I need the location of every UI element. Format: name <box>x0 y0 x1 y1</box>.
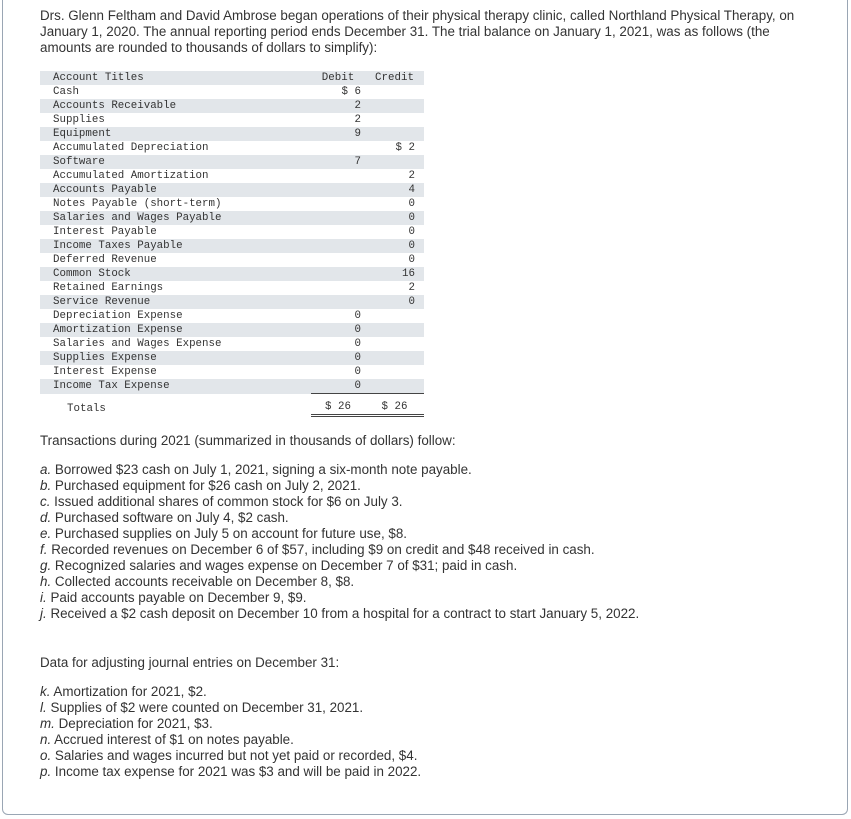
debit-value <box>311 183 365 197</box>
debit-value <box>311 295 365 309</box>
credit-value: 2 <box>408 282 415 294</box>
debit-value: 0 <box>311 379 365 394</box>
debit-value: 0 <box>354 366 361 378</box>
debit-value: 0 <box>311 351 365 365</box>
account-name: Salaries and Wages Expense <box>53 338 222 350</box>
credit-value <box>365 365 424 379</box>
credit-value <box>365 85 424 99</box>
item-letter: p. <box>40 764 52 779</box>
account-name: Notes Payable (short-term) <box>53 198 222 210</box>
list-item <box>40 748 421 764</box>
debit-value <box>311 253 365 267</box>
header-credit: Credit <box>365 71 424 85</box>
totals-label: Totals <box>67 402 106 415</box>
header-debit: Debit <box>311 71 365 85</box>
list-item <box>40 606 639 622</box>
account-name: Amortization Expense <box>40 323 311 337</box>
debit-value: 2 <box>311 99 365 113</box>
item-letter: k. <box>40 684 51 699</box>
credit-value <box>365 127 424 141</box>
account-name: Service Revenue <box>40 295 311 309</box>
list-item <box>40 764 421 780</box>
credit-value <box>365 351 424 365</box>
table-row <box>40 337 424 351</box>
list-item <box>40 732 421 748</box>
debit-value: 0 <box>311 323 365 337</box>
table-row <box>40 99 424 113</box>
table-row <box>40 183 424 197</box>
debit-value <box>311 141 365 155</box>
debit-value <box>311 169 365 183</box>
table-row <box>40 169 424 183</box>
list-item <box>40 700 421 716</box>
account-name: Salaries and Wages Payable <box>40 211 311 225</box>
debit-value <box>311 225 365 239</box>
item-text: Recognized salaries and wages expense on December 7 of $31; paid in cash. <box>54 558 518 573</box>
account-name: Deferred Revenue <box>53 254 157 266</box>
debit-value <box>311 267 365 281</box>
totals-debit: $ 26 <box>311 394 365 416</box>
trial-balance-body <box>40 85 424 394</box>
item-text: Accrued interest of $1 on notes payable. <box>54 732 294 747</box>
debit-value: 2 <box>354 114 361 126</box>
account-name: Interest Expense <box>53 366 157 378</box>
account-name: Depreciation Expense <box>53 310 183 322</box>
transactions-list <box>40 462 639 622</box>
item-letter: d. <box>40 510 52 525</box>
table-row <box>40 323 424 337</box>
account-name: Supplies <box>53 114 105 126</box>
debit-value <box>311 281 365 295</box>
item-text: Salaries and wages incurred but not yet paid or recorded, $4. <box>54 748 418 763</box>
credit-value: 0 <box>408 254 415 266</box>
item-text: Supplies of $2 were counted on December 31, 2021. <box>50 700 364 715</box>
item-letter: c. <box>40 494 51 509</box>
account-name: Cash <box>53 86 79 98</box>
item-letter: m. <box>40 716 55 731</box>
table-row <box>40 365 424 379</box>
list-item <box>40 684 421 700</box>
account-name: Retained Earnings <box>53 282 164 294</box>
item-text: Paid accounts payable on December 9, $9. <box>50 590 307 605</box>
item-text: Issued additional shares of common stock for $6 on July 3. <box>54 494 403 509</box>
account-name: Income Tax Expense <box>40 379 311 394</box>
debit-value: 7 <box>311 155 365 169</box>
item-letter: o. <box>40 748 52 763</box>
list-item <box>40 462 639 478</box>
item-letter: g. <box>40 558 52 573</box>
item-letter: i. <box>40 590 47 605</box>
item-text: Collected accounts receivable on December 8, $8. <box>54 574 355 589</box>
totals-credit: $ 26 <box>365 394 424 416</box>
debit-value <box>311 211 365 225</box>
list-item <box>40 574 639 590</box>
table-row <box>40 197 424 211</box>
item-letter: j. <box>40 606 47 621</box>
credit-value <box>365 337 424 351</box>
credit-value <box>365 99 424 113</box>
debit-value <box>311 239 365 253</box>
list-item <box>40 542 639 558</box>
list-item <box>40 478 639 494</box>
credit-value: 2 <box>408 170 415 182</box>
credit-value: 0 <box>365 239 424 253</box>
header-account-titles: Account Titles <box>40 71 311 85</box>
table-row <box>40 295 424 309</box>
credit-value: 0 <box>408 198 415 210</box>
item-text: Purchased supplies on July 5 on account for future use, $8. <box>54 526 407 541</box>
credit-value <box>365 309 424 323</box>
table-row <box>40 351 424 365</box>
item-text: Borrowed $23 cash on July 1, 2021, signing a six-month note payable. <box>54 462 472 477</box>
item-text: Amortization for 2021, $2. <box>53 684 207 699</box>
table-row <box>40 239 424 253</box>
trial-balance-table <box>40 71 424 417</box>
table-row <box>40 379 424 394</box>
credit-value: 0 <box>408 226 415 238</box>
credit-value <box>365 379 424 394</box>
account-name: Accumulated Amortization <box>53 170 209 182</box>
debit-value: 0 <box>354 338 361 350</box>
table-row <box>40 267 424 281</box>
account-name: Accumulated Depreciation <box>53 142 209 154</box>
table-row <box>40 253 424 267</box>
item-text: Recorded revenues on December 6 of $57, including $9 on credit and $48 received in cash. <box>51 542 595 557</box>
totals-row <box>40 394 424 416</box>
credit-value <box>365 155 424 169</box>
account-name: Interest Payable <box>53 226 157 238</box>
table-row <box>40 85 424 99</box>
item-letter: n. <box>40 732 52 747</box>
debit-value: $ 6 <box>341 86 361 98</box>
item-letter: a. <box>40 462 52 477</box>
table-row <box>40 281 424 295</box>
account-name: Accounts Receivable <box>40 99 311 113</box>
table-row <box>40 127 424 141</box>
table-row <box>40 211 424 225</box>
account-name: Common Stock <box>40 267 311 281</box>
item-letter: e. <box>40 526 52 541</box>
list-item <box>40 526 639 542</box>
credit-value: 0 <box>365 211 424 225</box>
table-row <box>40 141 424 155</box>
item-letter: h. <box>40 574 52 589</box>
table-row <box>40 225 424 239</box>
credit-value: 0 <box>365 295 424 309</box>
table-row <box>40 309 424 323</box>
item-text: Purchased software on July 4, $2 cash. <box>54 510 289 525</box>
adjustments-list <box>40 684 421 780</box>
list-item <box>40 716 421 732</box>
item-text: Purchased equipment for $26 cash on July 2, 2021. <box>54 478 361 493</box>
item-letter: l. <box>40 700 47 715</box>
account-name: Accounts Payable <box>40 183 311 197</box>
credit-value: 16 <box>365 267 424 281</box>
debit-value: 9 <box>311 127 365 141</box>
item-letter: f. <box>40 542 48 557</box>
account-name: Supplies Expense <box>40 351 311 365</box>
list-item <box>40 590 639 606</box>
account-name: Equipment <box>40 127 311 141</box>
item-text: Income tax expense for 2021 was $3 and will be paid in 2022. <box>54 764 422 779</box>
credit-value: $ 2 <box>395 142 415 154</box>
debit-value <box>311 197 365 211</box>
adjusting-intro: Data for adjusting journal entries on December 31: <box>40 655 340 670</box>
account-name: Software <box>40 155 311 169</box>
table-row <box>40 155 424 169</box>
item-letter: b. <box>40 478 52 493</box>
account-name: Income Taxes Payable <box>40 239 311 253</box>
transactions-intro: Transactions during 2021 (summarized in thousands of dollars) follow: <box>40 433 456 448</box>
debit-value: 0 <box>354 310 361 322</box>
credit-value <box>365 323 424 337</box>
credit-value: 4 <box>365 183 424 197</box>
table-row <box>40 113 424 127</box>
credit-value <box>365 113 424 127</box>
table-header-row <box>40 71 424 85</box>
list-item <box>40 558 639 574</box>
item-text: Received a $2 cash deposit on December 10 from a hospital for a contract to start January 5, 2022. <box>50 606 640 621</box>
list-item <box>40 494 639 510</box>
intro-paragraph: Drs. Glenn Feltham and David Ambrose began operations of their physical therapy clinic, called Northland Physical Therapy, on January 1, 2020. The annual reporting period ends December 31. The trial balance on January 1, 2021, was as follows (the amounts are rounded to thousands of dollars to simplify): <box>40 8 795 55</box>
item-text: Depreciation for 2021, $3. <box>58 716 213 731</box>
list-item <box>40 510 639 526</box>
